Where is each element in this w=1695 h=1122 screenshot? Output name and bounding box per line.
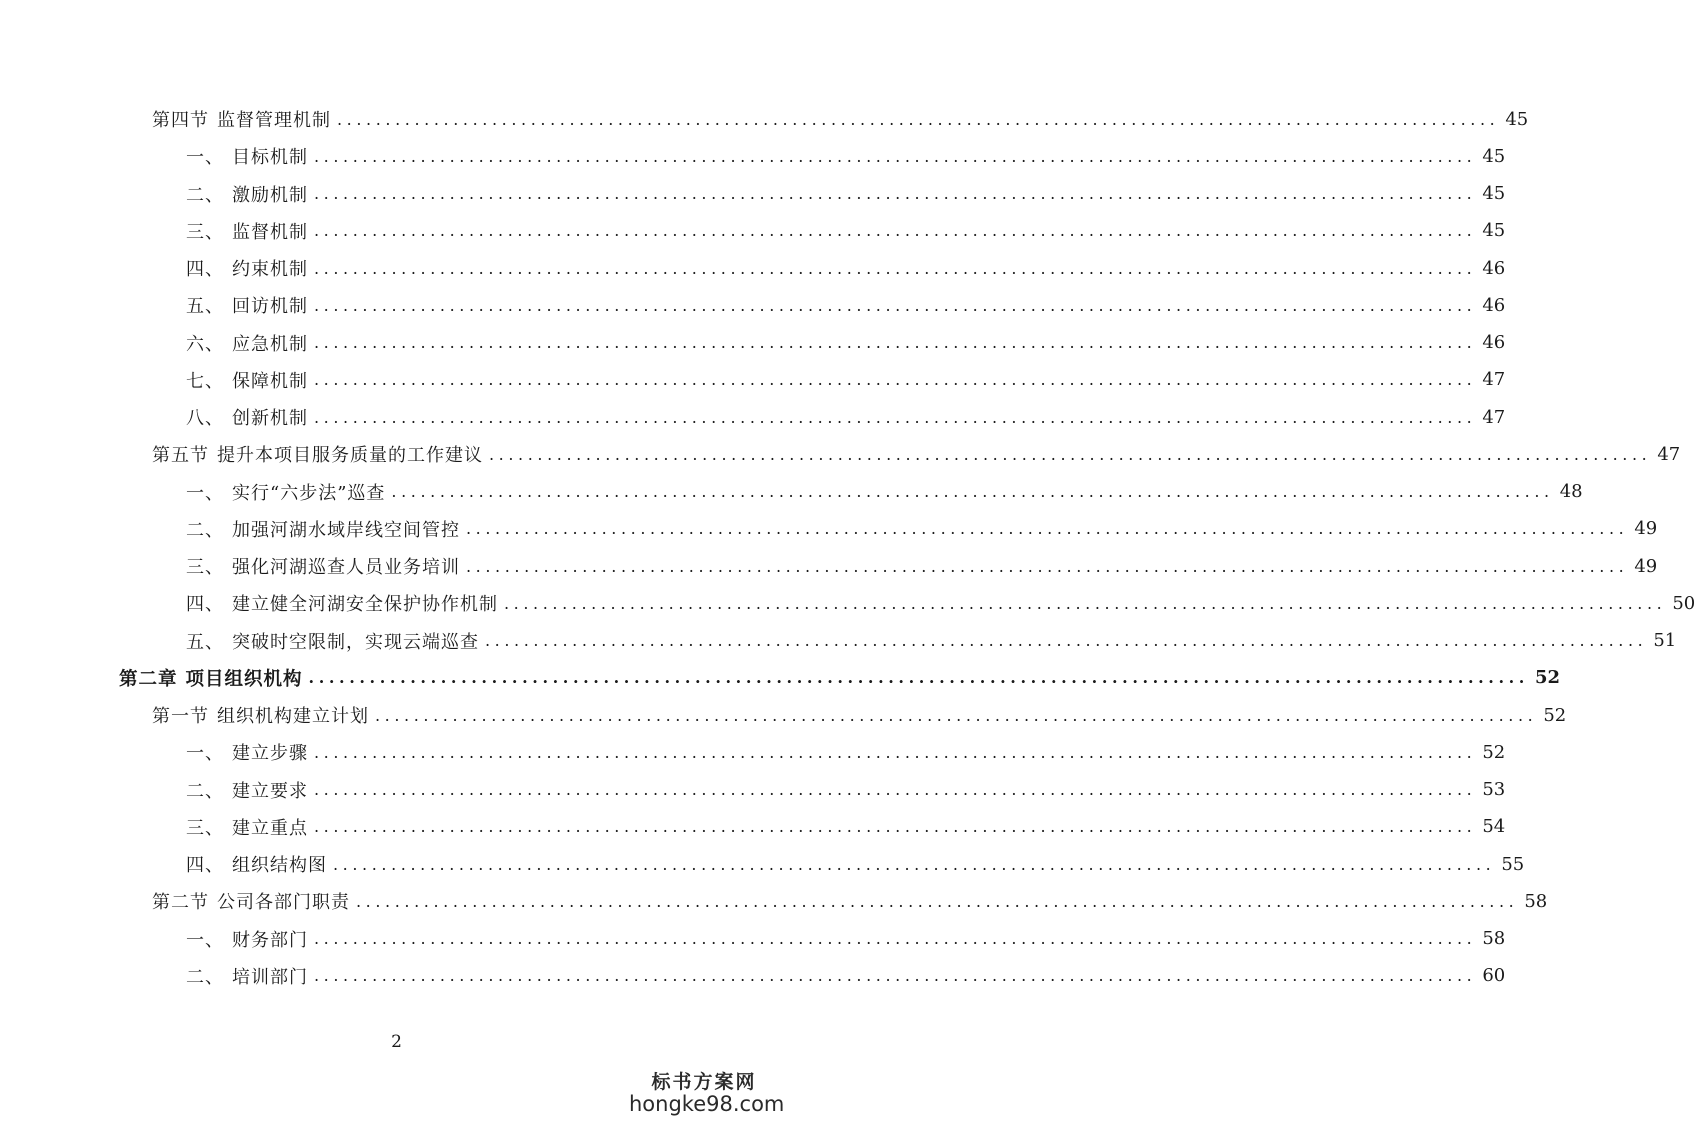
toc-entry-number: 一、 bbox=[186, 743, 224, 765]
toc-entry-label bbox=[119, 665, 303, 691]
toc-dot-leader: ........................................................................................................................ bbox=[314, 929, 1477, 948]
toc-entry-number: 三、 bbox=[186, 817, 224, 839]
toc-entry-item[interactable] bbox=[186, 216, 1506, 246]
toc-entry-item[interactable] bbox=[186, 551, 1658, 581]
toc-entry-title: 建立要求 bbox=[232, 780, 308, 802]
watermark-cn: 标书方案网 bbox=[651, 1071, 757, 1093]
toc-entry-number: 二、 bbox=[186, 780, 224, 802]
toc-entry-item[interactable] bbox=[186, 179, 1506, 209]
toc-entry-item[interactable] bbox=[186, 588, 1695, 618]
toc-page-number: 53 bbox=[1482, 779, 1506, 800]
toc-entry-number: 第一节 bbox=[152, 706, 209, 727]
toc-entry-item[interactable] bbox=[186, 253, 1506, 283]
toc-entry-number: 二、 bbox=[186, 184, 224, 206]
toc-entry-section[interactable] bbox=[152, 700, 1567, 730]
watermark-en: hongke98.com bbox=[629, 1092, 785, 1116]
toc-page-number: 49 bbox=[1634, 518, 1658, 540]
toc-dot-leader: ........................................................................................................................ bbox=[337, 109, 1500, 129]
toc-entry-title: 监督机制 bbox=[232, 221, 308, 243]
toc-entry-title: 强化河湖巡查人员业务培训 bbox=[232, 557, 460, 578]
toc-dot-leader: ........................................................................................................................ bbox=[314, 407, 1477, 427]
toc-entry-label bbox=[186, 143, 308, 169]
toc-page-number: 45 bbox=[1482, 145, 1506, 167]
toc-entry-title: 实行“六步法”巡查 bbox=[232, 482, 386, 504]
toc-page-number: 52 bbox=[1534, 667, 1561, 689]
toc-dot-leader: ........................................................................................................................ bbox=[314, 184, 1477, 203]
toc-entry-label bbox=[186, 590, 498, 616]
toc-entry-label bbox=[186, 516, 460, 542]
toc-entry-number: 八、 bbox=[186, 408, 224, 429]
toc-entry-item[interactable] bbox=[186, 961, 1506, 991]
toc-entry-label bbox=[186, 739, 308, 765]
toc-page-number: 45 bbox=[1482, 220, 1506, 242]
toc-dot-leader: ........................................................................................................................ bbox=[308, 668, 1529, 688]
toc-entry-number: 七、 bbox=[186, 370, 224, 392]
toc-entry-label bbox=[186, 851, 327, 877]
toc-entry-label bbox=[186, 814, 308, 840]
toc-entry-item[interactable] bbox=[186, 626, 1677, 656]
toc-entry-number: 一、 bbox=[186, 929, 224, 951]
toc-entry-item[interactable] bbox=[186, 737, 1506, 767]
toc-entry-number: 第二章 bbox=[119, 668, 178, 690]
toc-dot-leader: ........................................................................................................................ bbox=[314, 258, 1477, 278]
toc-entry-label bbox=[152, 441, 483, 467]
toc-entry-number: 一、 bbox=[186, 147, 224, 169]
page-number: 2 bbox=[391, 1032, 402, 1052]
toc-entry-label bbox=[186, 181, 308, 207]
toc-page-number: 46 bbox=[1482, 257, 1506, 279]
toc-entry-item[interactable] bbox=[186, 365, 1506, 395]
toc-dot-leader: ........................................................................................................................ bbox=[314, 817, 1477, 837]
toc-entry-title: 回访机制 bbox=[232, 296, 308, 318]
toc-entry-title: 财务部门 bbox=[232, 929, 308, 951]
toc-entry-number: 五、 bbox=[186, 296, 224, 318]
toc-dot-leader: ........................................................................................................................ bbox=[391, 482, 1554, 501]
toc-page-number: 52 bbox=[1482, 741, 1506, 763]
toc-entry-item[interactable] bbox=[186, 514, 1658, 544]
toc-entry-label bbox=[186, 404, 308, 430]
toc-entry-item[interactable] bbox=[186, 849, 1525, 879]
watermark-logo bbox=[629, 1067, 785, 1116]
toc-entry-label bbox=[186, 479, 385, 505]
toc-entry-label bbox=[186, 926, 308, 952]
toc-entry-number: 四、 bbox=[186, 594, 224, 616]
toc-dot-leader: ........................................................................................................................ bbox=[314, 333, 1477, 352]
toc-dot-leader: ........................................................................................................................ bbox=[485, 631, 1648, 650]
toc-page-number: 58 bbox=[1482, 928, 1506, 949]
toc-page-number: 48 bbox=[1559, 481, 1583, 502]
toc-entry-label bbox=[186, 367, 308, 393]
toc-entry-item[interactable] bbox=[186, 924, 1506, 954]
toc-entry-label bbox=[186, 255, 308, 281]
toc-entry-item[interactable] bbox=[186, 290, 1506, 320]
toc-entry-label bbox=[152, 702, 369, 728]
toc-entry-item[interactable] bbox=[186, 812, 1506, 842]
toc-entry-item[interactable] bbox=[186, 328, 1506, 358]
toc-entry-label bbox=[186, 218, 308, 244]
toc-entry-label bbox=[152, 106, 331, 132]
toc-entry-label bbox=[186, 628, 479, 654]
toc-entry-label bbox=[186, 777, 308, 803]
toc-page-number: 45 bbox=[1505, 108, 1529, 130]
toc-page-number: 50 bbox=[1672, 592, 1695, 614]
toc-dot-leader: ........................................................................................................................ bbox=[314, 966, 1477, 986]
toc-dot-leader: ........................................................................................................................ bbox=[375, 705, 1538, 725]
toc-dot-leader: ........................................................................................................................ bbox=[314, 742, 1477, 762]
toc-entry-label bbox=[186, 330, 308, 356]
toc-entry-title: 组织结构图 bbox=[232, 855, 327, 876]
toc-page-number: 52 bbox=[1543, 704, 1567, 726]
toc-entry-number: 二、 bbox=[186, 966, 224, 988]
toc-dot-leader: ........................................................................................................................ bbox=[314, 780, 1477, 799]
toc-entry-number: 第二节 bbox=[152, 892, 209, 914]
toc-page-number: 45 bbox=[1482, 183, 1506, 204]
toc-page-number: 47 bbox=[1657, 443, 1681, 465]
toc-entry-item[interactable] bbox=[186, 477, 1583, 507]
toc-entry-number: 五、 bbox=[186, 631, 224, 653]
toc-entry-number: 六、 bbox=[186, 333, 224, 355]
toc-entry-title: 突破时空限制，实现云端巡查 bbox=[232, 631, 479, 653]
toc-entry-label bbox=[186, 553, 460, 579]
toc-page-number: 58 bbox=[1524, 890, 1548, 912]
toc-entry-title: 建立健全河湖安全保护协作机制 bbox=[232, 594, 498, 616]
toc-entry-title: 保障机制 bbox=[232, 370, 308, 392]
toc-page-number: 51 bbox=[1653, 630, 1677, 651]
toc-entry-title: 组织机构建立计划 bbox=[217, 706, 369, 727]
toc-entry-number: 三、 bbox=[186, 557, 224, 578]
toc-entry-chapter[interactable] bbox=[119, 663, 1561, 693]
toc-dot-leader: ........................................................................................................................ bbox=[466, 519, 1629, 539]
toc-entry-number: 四、 bbox=[186, 855, 224, 876]
toc-entry-item[interactable] bbox=[186, 141, 1506, 171]
toc-page-number: 60 bbox=[1482, 965, 1506, 987]
toc-page-number: 46 bbox=[1482, 294, 1506, 316]
toc-entry-title: 目标机制 bbox=[232, 147, 308, 169]
toc-dot-leader: ........................................................................................................................ bbox=[314, 221, 1477, 241]
toc-entry-number: 第四节 bbox=[152, 110, 209, 131]
toc-entry-label bbox=[186, 292, 308, 318]
toc-dot-leader: ........................................................................................................................ bbox=[504, 593, 1667, 613]
toc-dot-leader: ........................................................................................................................ bbox=[333, 854, 1496, 874]
toc-dot-leader: ........................................................................................................................ bbox=[489, 444, 1652, 464]
toc-entry-number: 第五节 bbox=[152, 445, 209, 467]
toc-page-number: 55 bbox=[1501, 853, 1525, 875]
toc-entry-number: 四、 bbox=[186, 259, 224, 280]
toc-dot-leader: ........................................................................................................................ bbox=[314, 146, 1477, 166]
toc-page-number: 46 bbox=[1482, 332, 1506, 353]
toc-entry-section[interactable] bbox=[152, 104, 1529, 134]
toc-entry-title: 应急机制 bbox=[232, 333, 308, 355]
toc-entry-title: 约束机制 bbox=[232, 259, 308, 280]
toc-entry-title: 监督管理机制 bbox=[217, 110, 331, 131]
toc-entry-title: 培训部门 bbox=[232, 966, 308, 988]
toc-entry-label bbox=[186, 963, 308, 989]
toc-dot-leader: ........................................................................................................................ bbox=[314, 295, 1477, 315]
toc-entry-number: 二、 bbox=[186, 519, 224, 541]
toc-page-number: 49 bbox=[1634, 555, 1658, 577]
toc-entry-section[interactable] bbox=[152, 439, 1681, 469]
toc-entry-item[interactable] bbox=[186, 402, 1506, 432]
toc-dot-leader: ........................................................................................................................ bbox=[314, 370, 1477, 390]
toc-entry-item[interactable] bbox=[186, 775, 1506, 805]
toc-page-number: 54 bbox=[1482, 816, 1506, 838]
toc-entry-title: 创新机制 bbox=[232, 408, 308, 429]
toc-entry-title: 激励机制 bbox=[232, 184, 308, 206]
toc-dot-leader: ........................................................................................................................ bbox=[466, 556, 1629, 576]
toc-dot-leader: ........................................................................................................................ bbox=[356, 891, 1519, 911]
toc-entry-section[interactable] bbox=[152, 886, 1548, 916]
toc-entry-title: 项目组织机构 bbox=[185, 668, 303, 690]
toc-entry-title: 加强河湖水域岸线空间管控 bbox=[232, 519, 460, 541]
toc-page-number: 47 bbox=[1482, 369, 1506, 391]
toc-entry-title: 建立重点 bbox=[232, 817, 308, 839]
toc-entry-title: 建立步骤 bbox=[232, 743, 308, 765]
toc-page-number: 47 bbox=[1482, 406, 1506, 428]
toc-entry-label bbox=[152, 888, 350, 914]
toc-entry-number: 一、 bbox=[186, 482, 224, 504]
toc-entry-title: 公司各部门职责 bbox=[217, 892, 350, 914]
toc-entry-title: 提升本项目服务质量的工作建议 bbox=[217, 445, 483, 467]
toc-entry-number: 三、 bbox=[186, 221, 224, 243]
